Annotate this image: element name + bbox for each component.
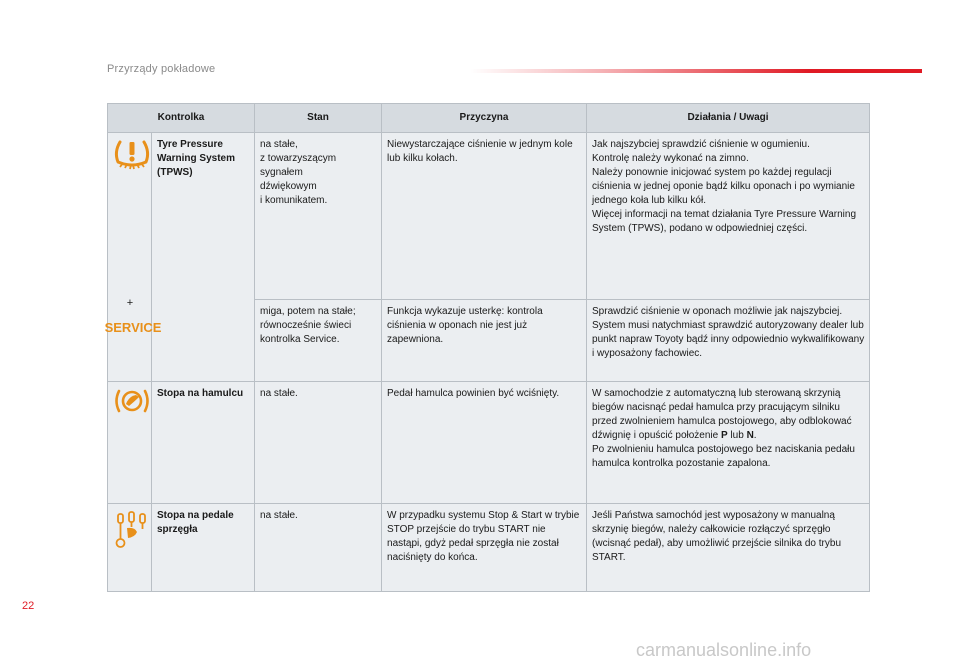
state-line: kontrolka Service. bbox=[260, 334, 340, 345]
gear-n: N bbox=[746, 430, 754, 441]
clutch-state: na stałe. bbox=[255, 504, 382, 592]
header-kontrolka: Kontrolka bbox=[108, 104, 255, 133]
clutch-action: Jeśli Państwa samochód jest wyposażony w manualną skrzynię biegów, należy całkowicie rozłączyć sprzęgło (wcisnąć pedał), aby umożliwić przejście silnika do trybu START. bbox=[587, 504, 870, 592]
foot-on-brake-icon bbox=[113, 387, 151, 415]
state-line: na stałe, bbox=[260, 139, 298, 150]
header-dzialania: Działania / Uwagi bbox=[587, 104, 870, 133]
header-przyczyna: Przyczyna bbox=[382, 104, 587, 133]
brake-action bbox=[587, 382, 870, 504]
tpws-action-1 bbox=[587, 133, 870, 300]
tpws-cause-1: Niewystarczające ciśnienie w jednym kole lub kilku kołach. bbox=[382, 133, 587, 300]
gear-p: P bbox=[720, 430, 728, 441]
state-line: i komunikatem. bbox=[260, 195, 328, 206]
action-text: lub bbox=[727, 430, 747, 441]
brake-icon-cell bbox=[108, 382, 152, 504]
action-text: W samochodzie z automatyczną lub sterowaną skrzynią biegów nacisnąć pedał hamulca przy pracującym silniku przed zwolnieniem hamulca postojowego, aby odblokować dźwignię i opuścić położenie bbox=[592, 388, 852, 441]
section-title: Przyrządy pokładowe bbox=[107, 63, 216, 75]
state-line: sygnałem bbox=[260, 167, 303, 178]
tpws-state-1 bbox=[255, 133, 382, 300]
brake-name-cell bbox=[152, 382, 255, 504]
tpws-state-2 bbox=[255, 300, 382, 382]
state-line: miga, potem na stałe; bbox=[260, 306, 356, 317]
action-line: Więcej informacji na temat działania Tyre Pressure Warning System (TPWS), podano w odpowiedniej części. bbox=[592, 209, 857, 234]
clutch-name-cell bbox=[152, 504, 255, 592]
action-line: Kontrolę należy wykonać na zimno. bbox=[592, 153, 749, 164]
table-row bbox=[108, 504, 870, 592]
table-header-row bbox=[108, 104, 870, 133]
state-line: dźwiękowym bbox=[260, 181, 317, 192]
warning-lamps-table bbox=[104, 103, 870, 592]
tyre-pressure-warning-icon bbox=[113, 138, 151, 174]
brake-cause: Pedał hamulca powinien być wciśnięty. bbox=[382, 382, 587, 504]
brake-state: na stałe. bbox=[255, 382, 382, 504]
action-text: Po zwolnieniu hamulca postojowego bez naciskania pedału hamulca kontrolka pozostanie zapalona. bbox=[592, 444, 855, 469]
header-stan: Stan bbox=[255, 104, 382, 133]
table-row bbox=[108, 133, 870, 300]
state-line: równocześnie świeci bbox=[260, 320, 352, 331]
action-line: Należy ponownie inicjować system po każdej regulacji ciśnienia w jednej oponie bądź kilku oponach i po wymianie jednego koła lub kilku kół. bbox=[592, 167, 855, 206]
action-line: Jak najszybciej sprawdzić ciśnienie w ogumieniu. bbox=[592, 139, 810, 150]
tpws-action-2 bbox=[587, 300, 870, 382]
watermark: carmanualsonline.info bbox=[636, 640, 812, 660]
lamp-name-tpws: Tyre Pressure Warning System (TPWS) bbox=[157, 139, 235, 178]
action-text: . bbox=[753, 430, 757, 441]
state-line: z towarzyszącym bbox=[260, 153, 337, 164]
lamp-name-brake: Stopa na hamulcu bbox=[157, 388, 244, 399]
service-warning-icon bbox=[104, 320, 162, 335]
header-accent-bar bbox=[470, 69, 922, 73]
lamp-name-clutch: Stopa na pedale sprzęgła bbox=[157, 510, 234, 535]
action-line: System musi natychmiast sprawdzić autoryzowany dealer lub punkt napraw Toyoty bądź inny odpowiednio wykwalifikowany i wyposażony fachowiec. bbox=[592, 320, 865, 359]
tpws-icon-cell bbox=[104, 133, 162, 382]
clutch-icon-cell bbox=[108, 504, 152, 592]
foot-on-clutch-icon bbox=[113, 509, 151, 549]
clutch-cause: W przypadku systemu Stop & Start w trybie STOP przejście do trybu START nie nastąpi, gdyż pedał sprzęgła nie został naciśnięty do końca. bbox=[382, 504, 587, 592]
page-number: 22 bbox=[22, 600, 35, 612]
plus-sign: + bbox=[126, 297, 134, 309]
tpws-cause-2: Funkcja wykazuje usterkę: kontrola ciśnienia w oponach nie jest już zapewniona. bbox=[382, 300, 587, 382]
service-label: SERVICE bbox=[104, 320, 162, 335]
tpws-name-cell bbox=[152, 133, 255, 382]
action-line: Sprawdzić ciśnienie w oponach możliwie jak najszybciej. bbox=[592, 306, 843, 317]
table-row bbox=[108, 382, 870, 504]
